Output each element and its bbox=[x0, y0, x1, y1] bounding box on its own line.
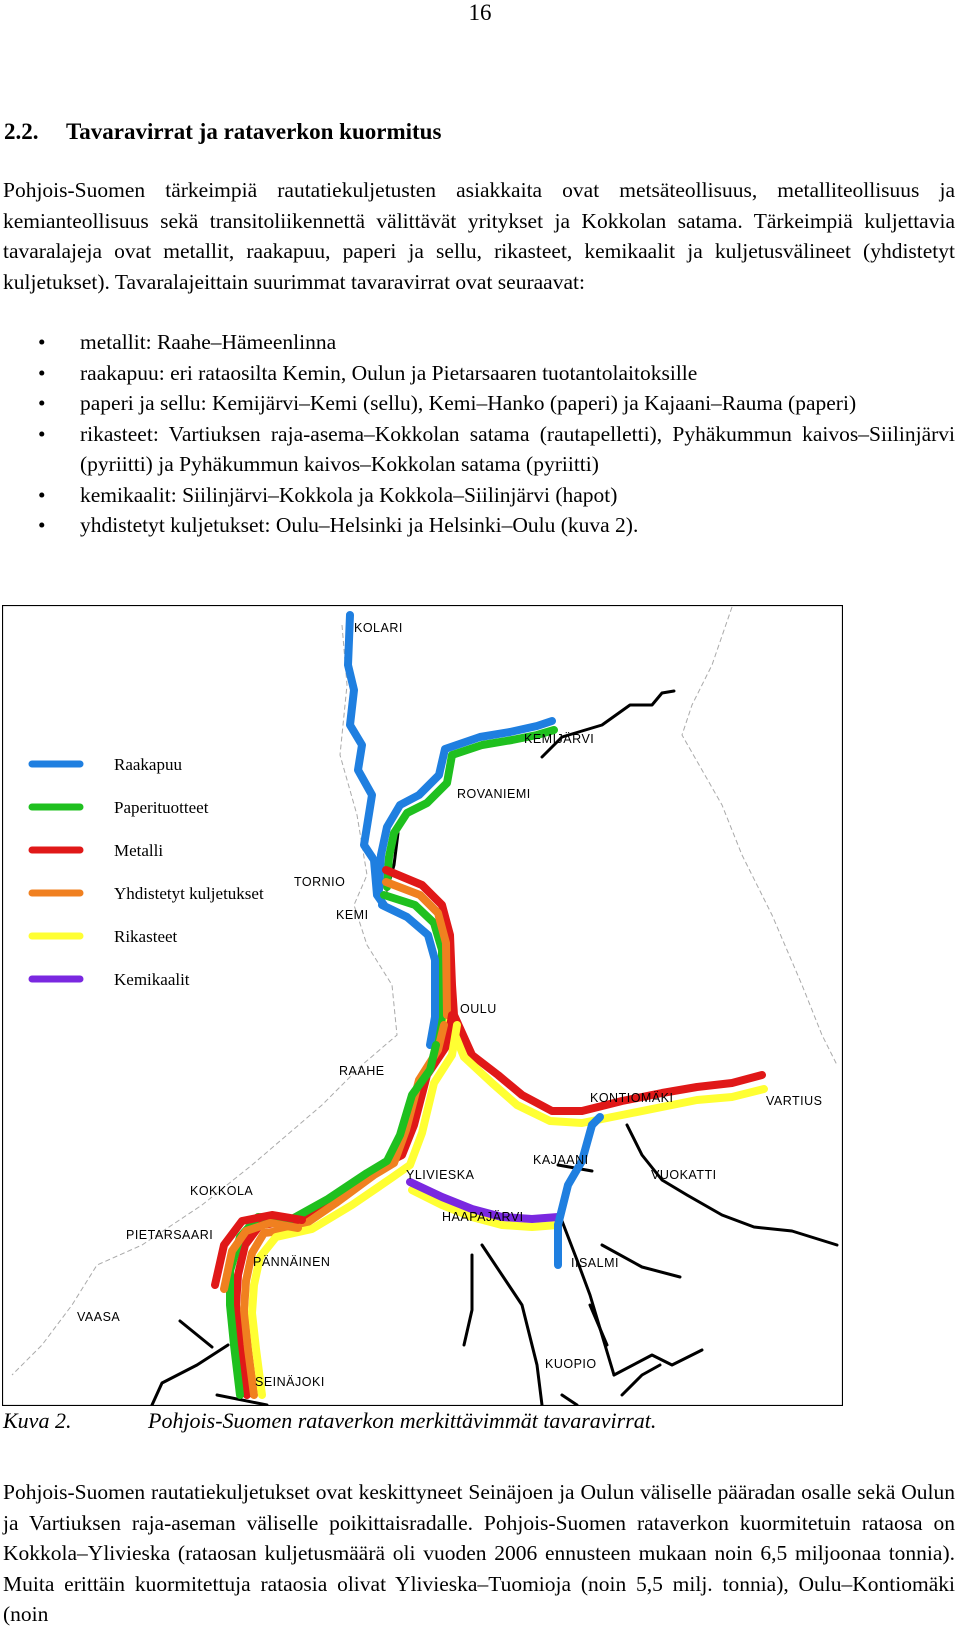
list-item bbox=[0, 419, 955, 480]
place-label: HAAPAJÄRVI bbox=[442, 1210, 524, 1224]
section-title: Tavaravirrat ja rataverkon kuormitus bbox=[66, 119, 442, 144]
place-label: PÄNNÄINEN bbox=[253, 1255, 331, 1269]
legend-label: Kemikaalit bbox=[114, 970, 190, 989]
bullet-icon: • bbox=[38, 513, 46, 537]
list-item-text: kemikaalit: Siilinjärvi–Kokkola ja Kokkola–Siilinjärvi (hapot) bbox=[80, 482, 618, 507]
list-item-text: rikasteet: Vartiuksen raja-asema–Kokkolan satama (rautapelletti), Pyhäkummun kaivos–Siilinjärvi (pyriitti) ja Pyhäkummun kaivos–Kokkolan satama (pyriitti) bbox=[80, 421, 955, 476]
legend-label: Rikasteet bbox=[114, 927, 178, 946]
list-item-text: paperi ja sellu: Kemijärvi–Kemi (sellu), Kemi–Hanko (paperi) ja Kajaani–Rauma (paperi) bbox=[80, 391, 857, 415]
place-label: YLIVIESKA bbox=[406, 1168, 475, 1182]
bullet-icon: • bbox=[38, 391, 46, 415]
body-paragraph: Pohjois-Suomen rautatiekuljetukset ovat keskittyneet Seinäjoen ja Oulun väliselle pääradan osalle sekä Oulun ja Vartiuksen raja-aseman väliselle poikittaisradalle. Pohjois-Suomen rataverkon kuormitetuin rataosa on Kokkola–Ylivieska (rataosan kuljetusmäärä oli vuoden 2006 ennusteen mukaan noin 6,5 miljoonaa tonnia). Muita erittäin kuormitettuja rataosia olivat Ylivieska–Tuomioja (noin 5,5 milj. tonnia), Oulu–Kontiomäki (noin bbox=[3, 1480, 955, 1626]
map-frame bbox=[3, 606, 843, 1406]
bullet-icon: • bbox=[38, 360, 46, 385]
place-label: KEMIJÄRVI bbox=[524, 732, 595, 746]
figure-caption bbox=[3, 1408, 656, 1434]
list-item bbox=[0, 480, 955, 511]
place-label: KAJAANI bbox=[533, 1153, 589, 1167]
caption-label: Kuva 2. bbox=[3, 1408, 72, 1433]
intro-paragraph: Pohjois-Suomen tärkeimpiä rautatiekuljetusten asiakkaita ovat metsäteollisuus, metalliteollisuus ja kemianteollisuus sekä transitoliikennettä välittävät yritykset ja Kokkolan satama. Tärkeimpiä kuljettavia tavaralajeja ovat metallit, raakapuu, paperi ja sellu, rikasteet, kemikaalit ja kuljetusvälineet (yhdistetyt kuljetukset). Tavaralajeittain suurimmat tavaravirrat ovat seuraavat: bbox=[3, 178, 955, 294]
place-label: KOLARI bbox=[354, 621, 403, 635]
place-label: RAAHE bbox=[339, 1064, 385, 1078]
section-heading bbox=[4, 119, 441, 145]
place-label: KUOPIO bbox=[545, 1357, 597, 1371]
list-item bbox=[0, 510, 955, 541]
place-label: PIETARSAARI bbox=[126, 1228, 214, 1242]
list-item bbox=[0, 358, 955, 389]
place-label: ROVANIEMI bbox=[457, 787, 531, 801]
place-label: SEINÄJOKI bbox=[255, 1375, 325, 1389]
place-label: KOKKOLA bbox=[190, 1184, 254, 1198]
place-label: OULU bbox=[460, 1002, 497, 1016]
list-item-text: yhdistetyt kuljetukset: Oulu–Helsinki ja Helsinki–Oulu (kuva 2). bbox=[80, 513, 639, 537]
list-item-text: metallit: Raahe–Hämeenlinna bbox=[80, 330, 337, 354]
place-label: VAASA bbox=[77, 1310, 121, 1324]
place-label: KEMI bbox=[336, 908, 369, 922]
place-label: TORNIO bbox=[294, 875, 346, 889]
legend-label: Yhdistetyt kuljetukset bbox=[114, 884, 264, 903]
caption-text: Pohjois-Suomen rataverkon merkittävimmät tavaravirrat. bbox=[148, 1408, 657, 1433]
bullet-icon: • bbox=[38, 421, 46, 446]
legend-label: Raakapuu bbox=[114, 755, 182, 774]
section-number: 2.2. bbox=[4, 119, 39, 144]
bullet-icon: • bbox=[38, 482, 46, 507]
place-label: IISALMI bbox=[571, 1256, 619, 1270]
legend-label: Metalli bbox=[114, 841, 164, 860]
railway-freight-map bbox=[2, 605, 843, 1406]
bullet-icon: • bbox=[38, 330, 46, 354]
rail-line-blue bbox=[592, 1117, 600, 1125]
commodity-list bbox=[0, 327, 955, 541]
place-label: VARTIUS bbox=[766, 1094, 823, 1108]
map-canvas bbox=[2, 605, 843, 1406]
place-label: VUOKATTI bbox=[651, 1168, 717, 1182]
place-label: KONTIOMÄKI bbox=[590, 1091, 674, 1105]
page-number: 16 bbox=[468, 0, 492, 25]
list-item bbox=[0, 327, 955, 358]
list-item bbox=[0, 388, 955, 419]
legend-label: Paperituotteet bbox=[114, 798, 209, 817]
list-item-text: raakapuu: eri rataosilta Kemin, Oulun ja Pietarsaaren tuotantolaitoksille bbox=[80, 360, 698, 385]
